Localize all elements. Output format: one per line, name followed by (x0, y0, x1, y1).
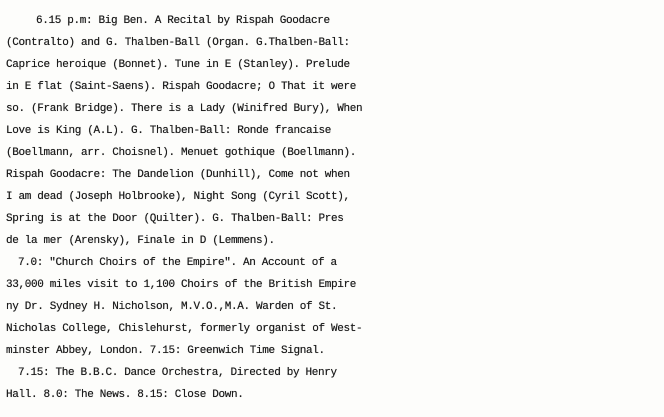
text-line-9: I am dead (Joseph Holbrooke), Night Song (Cyril Scott), (6, 191, 350, 203)
text-line-17: 7.15: The B.B.C. Dance Orchestra, Directed by Henry (18, 367, 337, 379)
text-line-16: minster Abbey, London. 7.15: Greenwich Time Signal. (6, 345, 325, 357)
text-line-5: so. (Frank Bridge). There is a Lady (Winifred Bury), When (6, 103, 363, 115)
text-line-11: de la mer (Arensky), Finale in D (Lemmens). (6, 235, 275, 247)
text-line-1: 6.15 p.m: Big Ben. A Recital by Rispah Goodacre (36, 15, 330, 27)
text-line-12: 7.0: "Church Choirs of the Empire". An Account of a (18, 257, 337, 269)
text-line-13: 33,000 miles visit to 1,100 Choirs of the British Empire (6, 279, 357, 291)
text-line-4: in E flat (Saint-Saens). Rispah Goodacre; O That it were (6, 81, 357, 93)
text-line-18: Hall. 8.0: The News. 8.15: Close Down. (6, 389, 244, 401)
document-text-block (0, 10, 664, 406)
text-line-2: (Contralto) and G. Thalben-Ball (Organ. G.Thalben-Ball: (6, 37, 350, 49)
text-line-7: (Boellmann, arr. Choisnel). Menuet gothique (Boellmann). (6, 147, 357, 159)
text-line-6: Love is King (A.L). G. Thalben-Ball: Ronde francaise (6, 125, 332, 137)
text-line-14: ny Dr. Sydney H. Nicholson, M.V.O.,M.A. Warden of St. (6, 301, 338, 313)
text-line-8: Rispah Goodacre: The Dandelion (Dunhill), Come not when (6, 169, 350, 181)
text-line-10: Spring is at the Door (Quilter). G. Thalben-Ball: Pres (6, 213, 344, 225)
text-line-15: Nicholas College, Chislehurst, formerly organist of West- (6, 323, 363, 335)
text-line-3: Caprice heroique (Bonnet). Tune in E (Stanley). Prelude (6, 59, 350, 71)
